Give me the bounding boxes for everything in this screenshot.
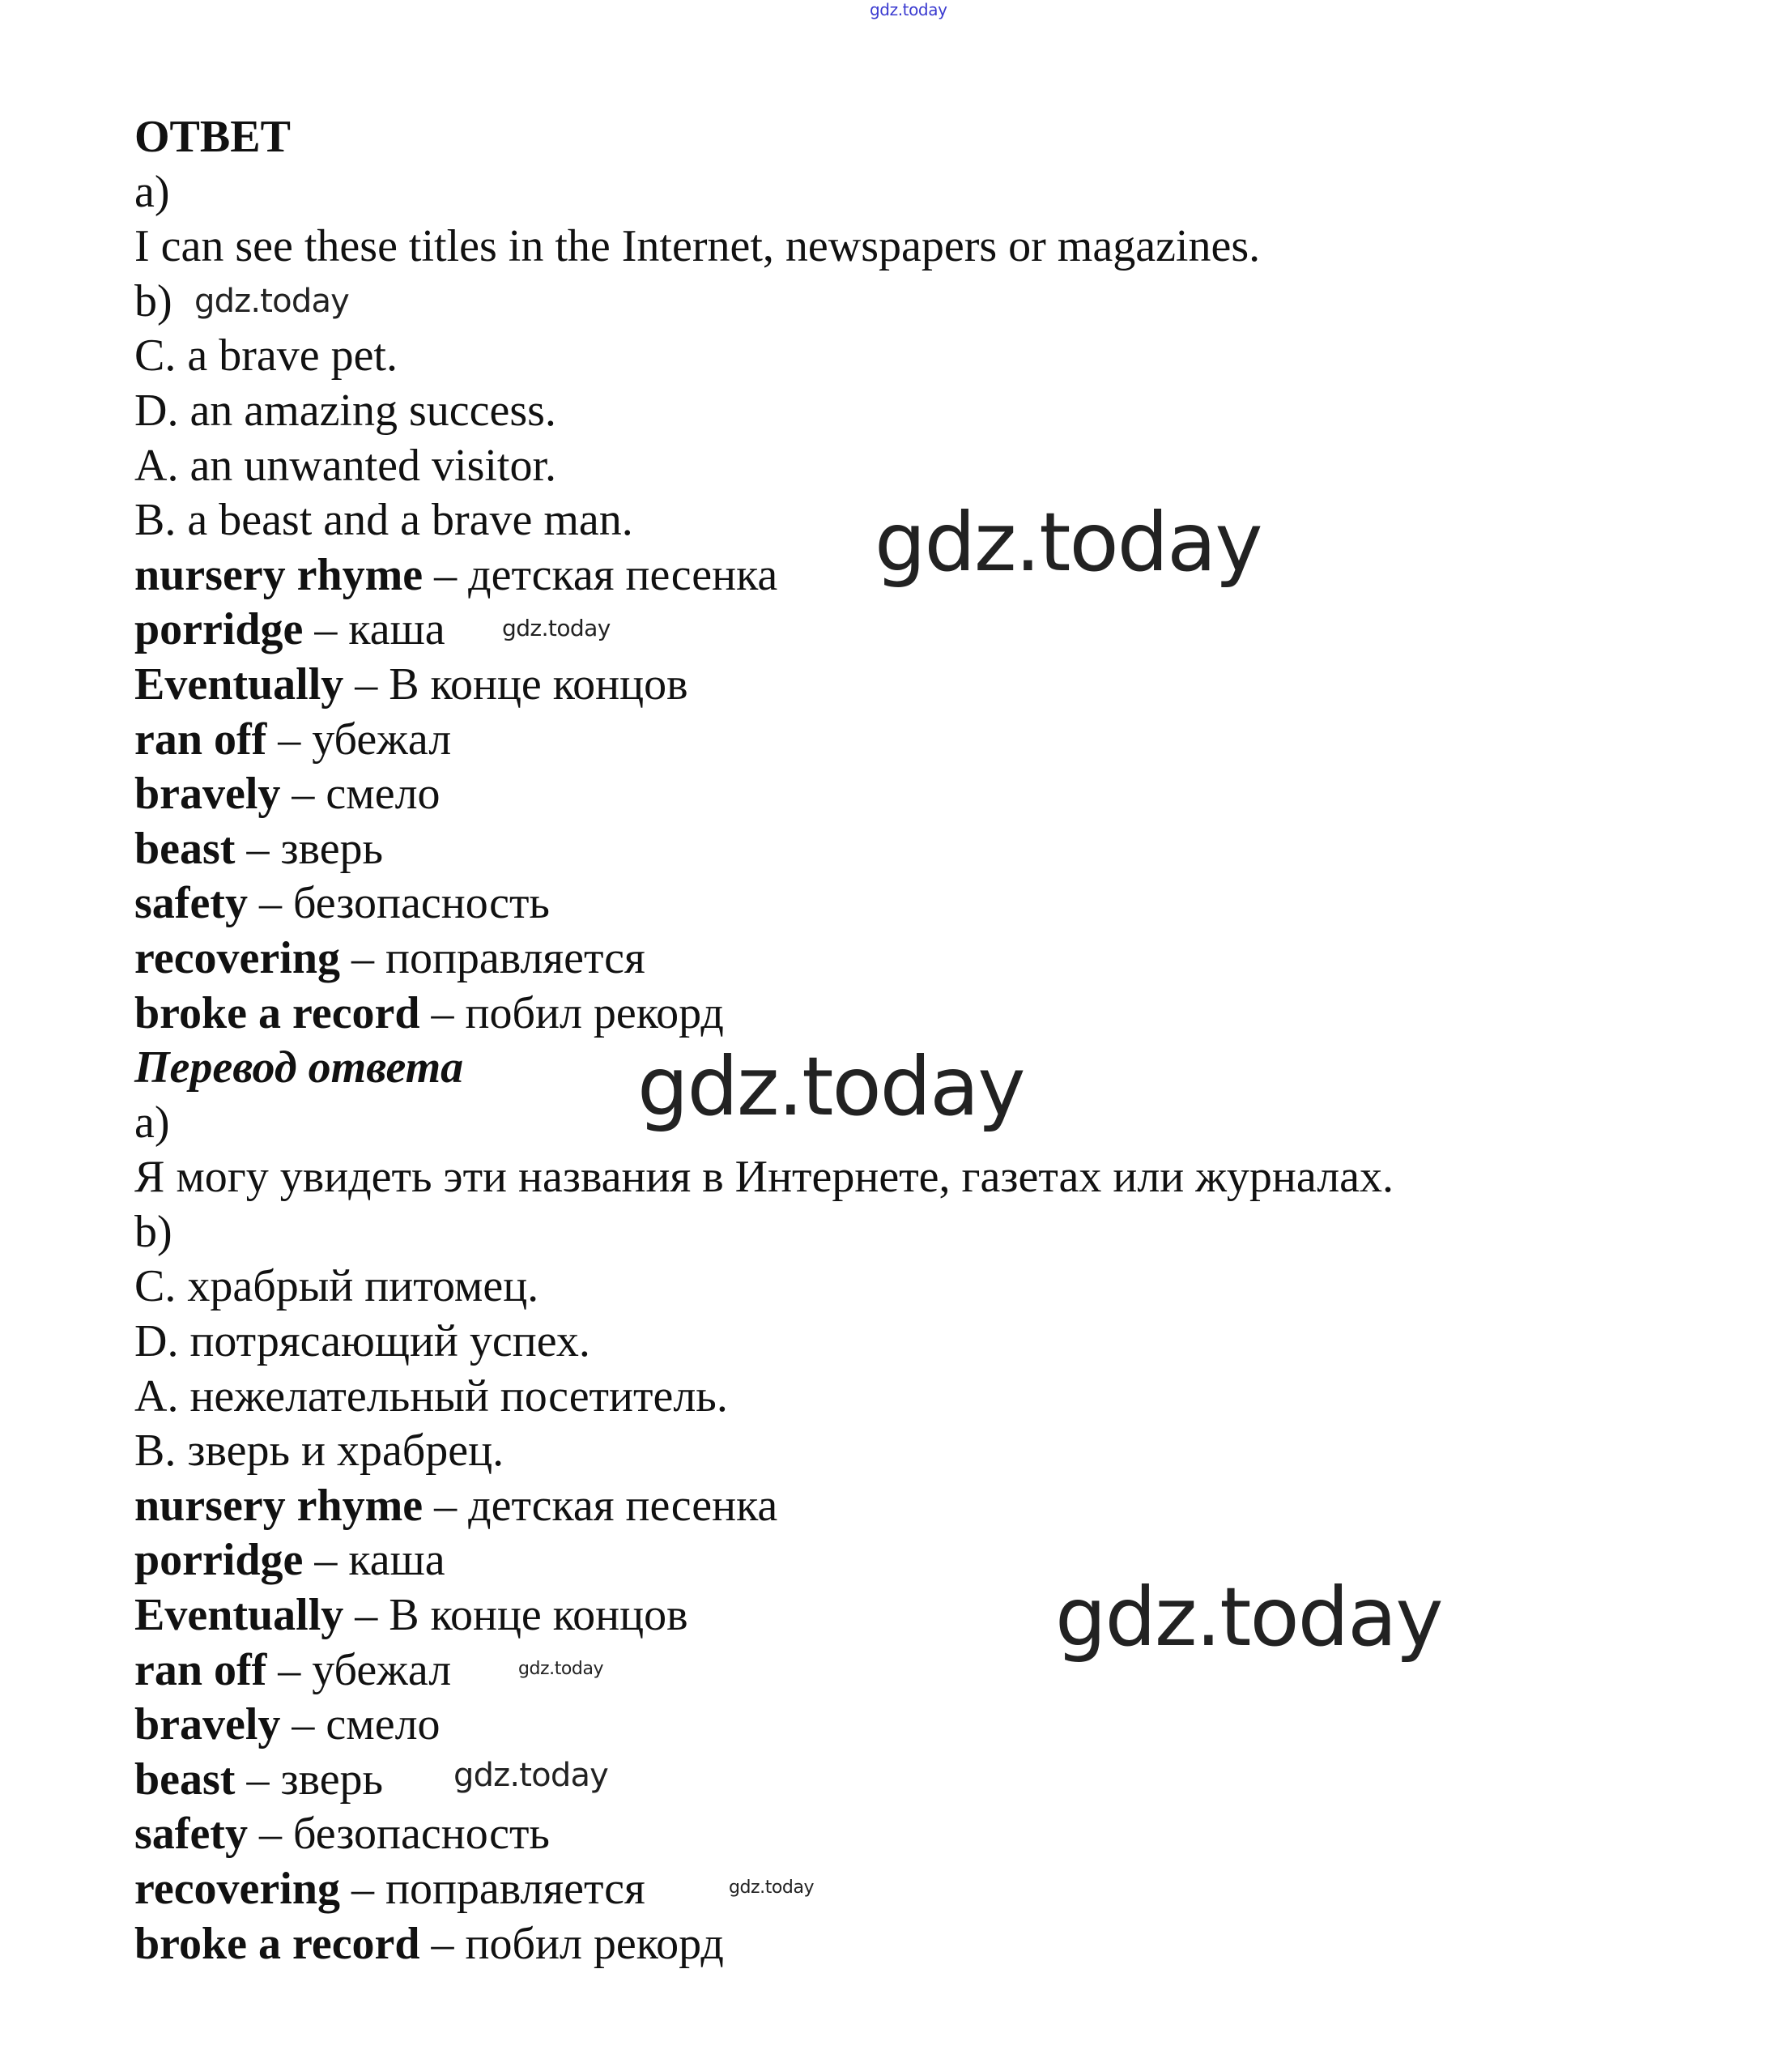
vocabulary-term: nursery rhyme [134, 1480, 424, 1531]
vocabulary-translation: – поправляется [339, 932, 645, 983]
vocabulary-translation: – убежал [266, 714, 452, 765]
vocabulary-translation: – смело [280, 1699, 441, 1750]
vocabulary-line [134, 1917, 724, 1972]
text-line: a) [134, 1097, 170, 1148]
vocabulary-translation: – побил рекорд [419, 1918, 724, 1969]
text-line: A. нежелательный посетитель. [134, 1370, 728, 1421]
watermark-small: gdz.today [729, 1877, 815, 1898]
vocabulary-translation: – В конце концов [343, 1590, 688, 1641]
watermark-small: gdz.today [518, 1659, 604, 1679]
section-heading: ОТВЕТ [134, 112, 291, 162]
vocabulary-line [134, 1807, 550, 1862]
text-line: D. потрясающий успех. [134, 1316, 590, 1367]
watermark-small: gdz.today [194, 283, 350, 320]
vocabulary-translation: – побил рекорд [419, 987, 724, 1038]
vocabulary-term: recovering [134, 932, 340, 983]
vocabulary-translation: – детская песенка [423, 1480, 778, 1531]
vocabulary-term: beast [134, 1754, 236, 1805]
watermark-large: gdz.today [1055, 1570, 1442, 1664]
vocabulary-line [134, 931, 645, 987]
vocabulary-term: bravely [134, 769, 281, 820]
vocabulary-term: Eventually [134, 1590, 344, 1641]
vocabulary-translation: – зверь [235, 1754, 384, 1805]
text-line: C. a brave pet. [134, 330, 398, 381]
vocabulary-line [134, 767, 441, 822]
vocabulary-line [134, 548, 777, 603]
vocabulary-translation: – смело [280, 769, 441, 820]
vocabulary-line [134, 713, 451, 768]
text-line: b) [134, 275, 172, 326]
watermark-top: gdz.today [870, 0, 947, 19]
vocabulary-line [134, 658, 688, 713]
vocabulary-line [134, 1643, 451, 1698]
vocabulary-translation: – каша [303, 1535, 445, 1586]
vocabulary-term: nursery rhyme [134, 549, 424, 600]
vocabulary-term: broke a record [134, 1918, 420, 1969]
vocabulary-line [134, 603, 445, 658]
vocabulary-translation: – В конце концов [343, 658, 688, 710]
vocabulary-term: ran off [134, 714, 267, 765]
vocabulary-line [134, 822, 383, 877]
vocabulary-term: broke a record [134, 987, 420, 1038]
watermark-large: gdz.today [637, 1039, 1024, 1134]
vocabulary-term: Eventually [134, 658, 344, 710]
vocabulary-line [134, 1588, 688, 1643]
vocabulary-line [134, 1479, 777, 1534]
vocabulary-translation: – убежал [266, 1644, 452, 1695]
vocabulary-term: porridge [134, 604, 304, 655]
vocabulary-translation: – поправляется [339, 1864, 645, 1914]
text-line: A. an unwanted visitor. [134, 440, 557, 491]
watermark-small: gdz.today [453, 1757, 609, 1794]
text-line: b) [134, 1206, 172, 1257]
vocabulary-term: porridge [134, 1535, 304, 1586]
section-heading: Перевод ответа [134, 1042, 464, 1093]
vocabulary-term: bravely [134, 1699, 281, 1750]
text-line: I can see these titles in the Internet, newspapers or magazines. [134, 221, 1261, 272]
vocabulary-term: ran off [134, 1644, 267, 1695]
vocabulary-line [134, 876, 550, 931]
text-line: D. an amazing success. [134, 385, 556, 436]
vocabulary-translation: – детская песенка [423, 549, 778, 600]
vocabulary-term: safety [134, 878, 248, 929]
text-line: C. храбрый питомец. [134, 1261, 539, 1312]
watermark-large: gdz.today [875, 495, 1262, 590]
text-line: B. зверь и храбрец. [134, 1426, 504, 1477]
vocabulary-line [134, 1753, 383, 1808]
text-line: B. a beast and a brave man. [134, 495, 633, 546]
vocabulary-line [134, 1533, 445, 1588]
vocabulary-line [134, 1862, 645, 1917]
vocabulary-term: recovering [134, 1864, 340, 1914]
watermark-small: gdz.today [502, 615, 611, 641]
vocabulary-translation: – безопасность [247, 878, 550, 929]
vocabulary-translation: – безопасность [247, 1809, 550, 1860]
text-line: a) [134, 166, 170, 217]
vocabulary-line [134, 987, 724, 1042]
vocabulary-term: beast [134, 823, 236, 874]
vocabulary-translation: – зверь [235, 823, 384, 874]
vocabulary-line [134, 1698, 441, 1753]
vocabulary-term: safety [134, 1809, 248, 1860]
text-line: Я могу увидеть эти названия в Интернете, газетах или журналах. [134, 1152, 1394, 1203]
vocabulary-translation: – каша [303, 604, 445, 655]
